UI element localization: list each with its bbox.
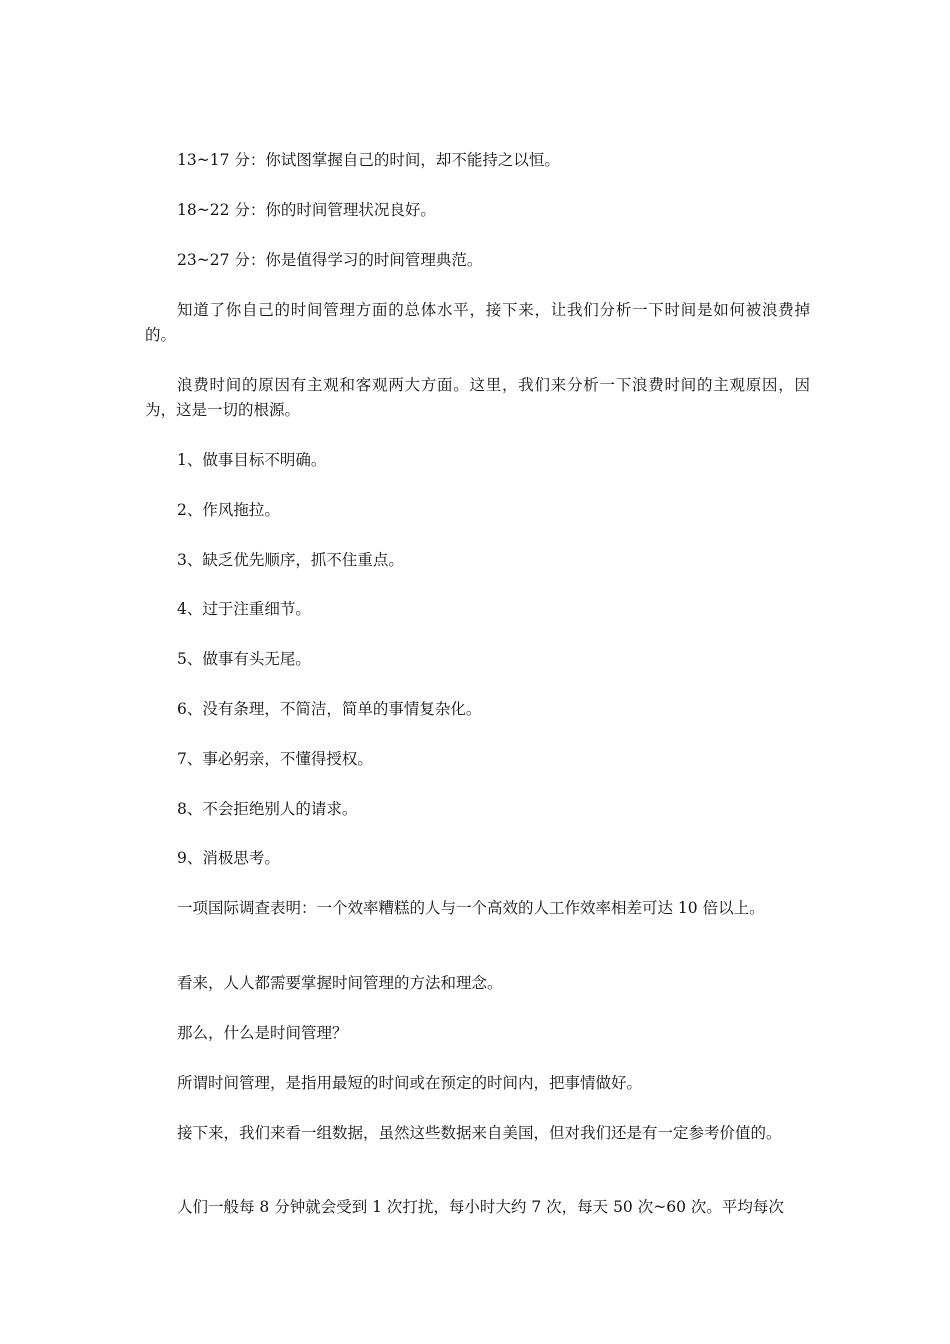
paragraph-survey: 一项国际调查表明：一个效率糟糕的人与一个高效的人工作效率相差可达 10 倍以上。: [177, 899, 765, 917]
list-item-7: 7、事必躬亲，不懂得授权。: [177, 750, 373, 768]
paragraph-score-23-27: 23~27 分：你是值得学习的时间管理典范。: [177, 251, 483, 269]
paragraph-definition: 所谓时间管理，是指用最短的时间或在预定的时间内，把事情做好。: [177, 1074, 643, 1092]
list-item-1: 1、做事目标不明确。: [177, 451, 327, 469]
list-item-8: 8、不会拒绝别人的请求。: [177, 800, 358, 818]
paragraph-interruptions: 人们一般每 8 分钟就会受到 1 次打扰，每小时大约 7 次，每天 50 次~60 次。平均每次: [177, 1198, 784, 1216]
paragraph-intro-waste: 知道了你自己的时间管理方面的总体水平，接下来，让我们分析一下时间是如何被浪费掉的。: [145, 301, 810, 344]
paragraph-what-is: 那么，什么是时间管理？: [177, 1024, 348, 1042]
list-item-9: 9、消极思考。: [177, 849, 280, 867]
list-item-4: 4、过于注重细节。: [177, 600, 311, 618]
list-item-2: 2、作风拖拉。: [177, 501, 280, 519]
list-item-3: 3、缺乏优先顺序，抓不住重点。: [177, 551, 404, 569]
paragraph-score-18-22: 18~22 分：你的时间管理状况良好。: [177, 201, 436, 219]
list-item-5: 5、做事有头无尾。: [177, 650, 311, 668]
paragraph-everyone-needs: 看来，人人都需要掌握时间管理的方法和理念。: [177, 974, 503, 992]
list-item-6: 6、没有条理，不简洁，简单的事情复杂化。: [177, 700, 482, 718]
paragraph-data-intro: 接下来，我们来看一组数据，虽然这些数据来自美国，但对我们还是有一定参考价值的。: [177, 1124, 782, 1142]
paragraph-score-13-17: 13~17 分：你试图掌握自己的时间，却不能持之以恒。: [177, 151, 560, 169]
paragraph-waste-causes: 浪费时间的原因有主观和客观两大方面。这里，我们来分析一下浪费时间的主观原因，因为，这是一切的根源。: [145, 376, 810, 419]
